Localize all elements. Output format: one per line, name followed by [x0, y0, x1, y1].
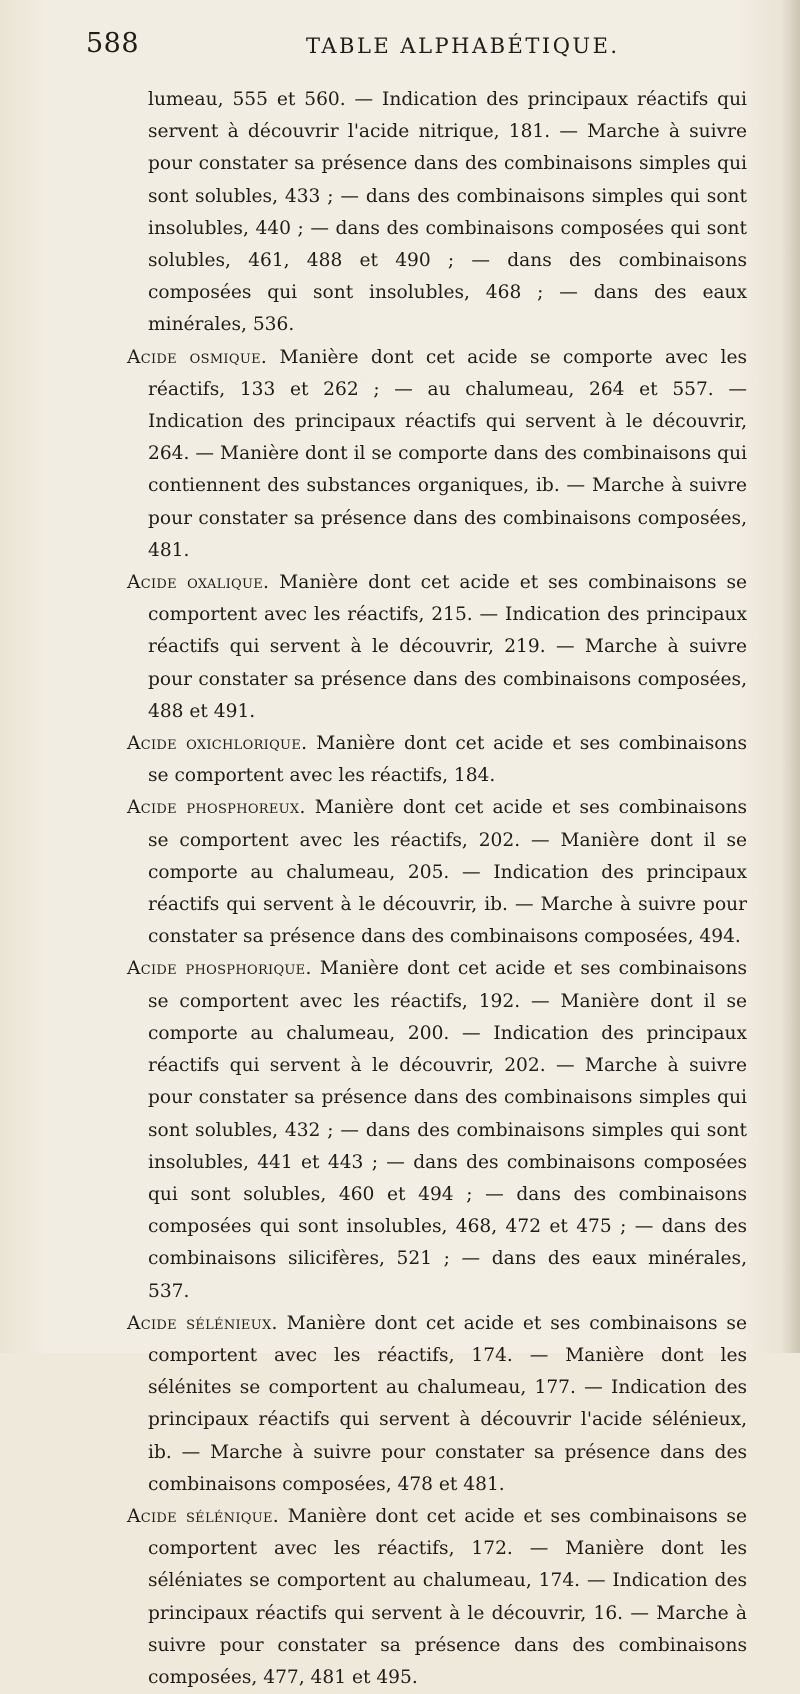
- page-number: 588: [86, 28, 140, 59]
- index-body: [127, 84, 747, 1694]
- entry-text: Manière dont cet acide et ses combinaisons se comportent avec les réactifs, 202. — Manière dont il se comporte au chalumeau, 205. — Indication des principaux réactifs qui servent à le découvrir, ib. — Marche à suivre pour constater sa présence dans des combinaisons composées, 494.: [148, 797, 747, 948]
- index-entry: [127, 342, 747, 567]
- entry-term: Acide oxichlorique.: [127, 733, 308, 755]
- index-entry: [127, 567, 747, 728]
- entry-text: Manière dont cet acide et ses combinaisons se comportent avec les réactifs, 215. — Indication des principaux réactifs qui servent à le découvrir, 219. — Marche à suivre pour constater sa présence dans des combinaisons composées, 488 et 491.: [148, 572, 747, 722]
- index-entry: [127, 728, 747, 792]
- entry-text: Manière dont cet acide et ses combinaisons se comportent avec les réactifs, 184.: [148, 733, 747, 787]
- index-entry: [127, 84, 747, 342]
- index-entry: [127, 792, 747, 953]
- index-entry: [127, 1308, 747, 1501]
- entry-term: Acide oxalique.: [127, 572, 270, 594]
- index-entry: [127, 953, 747, 1307]
- entry-term: Acide phosphorique.: [127, 958, 312, 980]
- index-entry: [127, 1501, 747, 1694]
- entry-term: Acide osmique.: [127, 346, 268, 368]
- entry-term: Acide phosphoreux.: [127, 797, 306, 819]
- entry-text: Manière dont cet acide et ses combinaisons se comportent avec les réactifs, 174. — Manière dont les sélénites se comportent au chalumeau, 177. — Indication des principaux réactifs qui servent à découvrir l'acide sélénieux, ib. — Marche à suivre pour constater sa présence dans des combinaisons composées, 478 et 481.: [148, 1312, 747, 1495]
- running-title: TABLE ALPHABÉTIQUE.: [306, 34, 620, 58]
- entry-text: Manière dont cet acide se comporte avec les réactifs, 133 et 262 ; — au chalumeau, 264 et 557. — Indication des principaux réactifs qui servent à le découvrir, 264. — Manière dont il se comporte dans des combinaisons qui contiennent des substances organiques, ib. — Marche à suivre pour constater sa présence dans des combinaisons composées, 481.: [148, 346, 747, 561]
- entry-text: Manière dont cet acide et ses combinaisons se comportent avec les réactifs, 172. — Manière dont les séléniates se comportent au chalumeau, 174. — Indication des principaux réactifs qui servent à le découvrir, 16. — Marche à suivre pour constater sa présence dans des combinaisons composées, 477, 481 et 495.: [148, 1505, 747, 1688]
- page-edge-shadow: [782, 0, 800, 1353]
- entry-term: Acide sélénieux.: [127, 1312, 278, 1334]
- entry-term: Acide sélénique.: [127, 1505, 279, 1527]
- entry-text: Manière dont cet acide et ses combinaisons se comportent avec les réactifs, 192. — Manière dont il se comporte au chalumeau, 200. — Indication des principaux réactifs qui servent à le découvrir, 202. — Marche à suivre pour constater sa présence dans des combinaisons simples qui sont solubles, 432 ; — dans des combinaisons simples qui sont insolubles, 441 et 443 ; — dans des combinaisons composées qui sont solubles, 460 et 494 ; — dans des combinaisons composées qui sont insolubles, 468, 472 et 475 ; — dans des combinaisons silicifères, 521 ; — dans des eaux minérales, 537.: [148, 958, 747, 1302]
- page-header: [86, 28, 746, 68]
- entry-text: lumeau, 555 et 560. — Indication des principaux réactifs qui servent à découvrir l'acide nitrique, 181. — Marche à suivre pour constater sa présence dans des combinaisons simples qui sont solubles, 433 ; — dans des combinaisons simples qui sont insolubles, 440 ; — dans des combinaisons composées qui sont solubles, 461, 488 et 490 ; — dans des combinaisons composées qui sont insolubles, 468 ; — dans des eaux minérales, 536.: [148, 89, 747, 336]
